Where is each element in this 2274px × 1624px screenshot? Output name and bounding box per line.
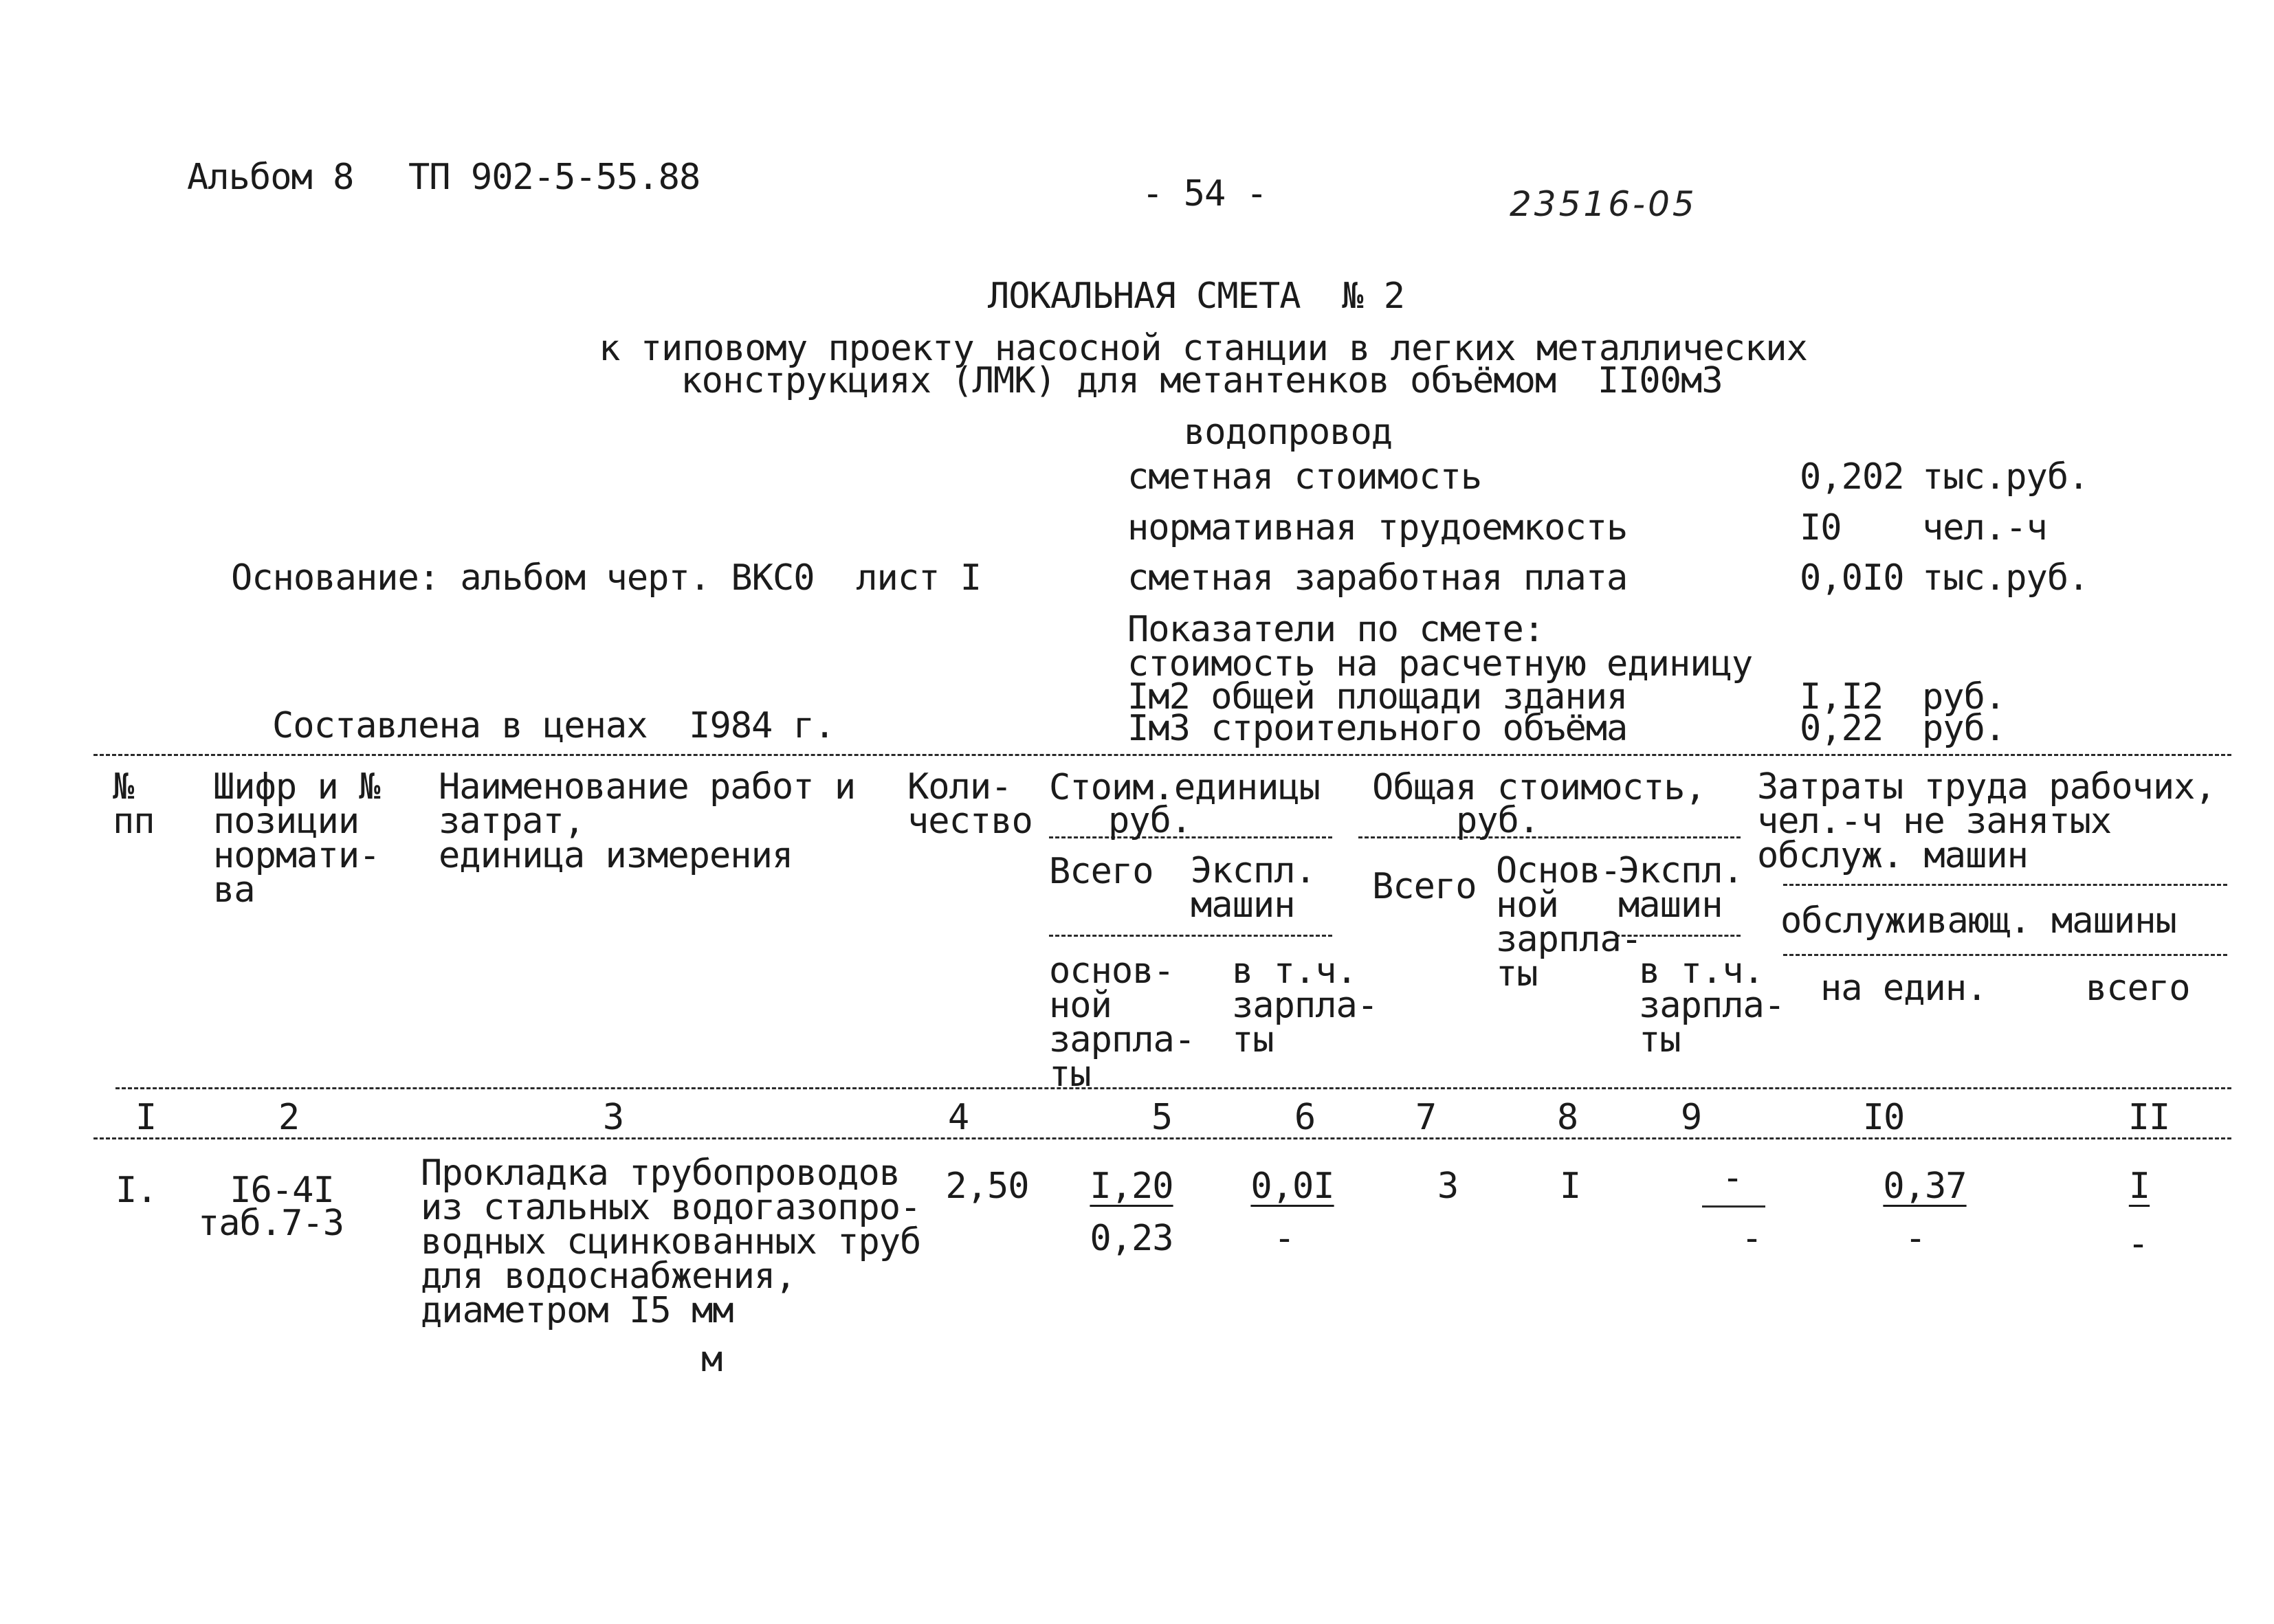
header-total-incl-wage: в т.ч. зарпла- ты — [1639, 950, 1785, 1060]
prices-basis: Составлена в ценах I984 г. — [272, 705, 835, 746]
column-number: 5 — [1151, 1097, 1173, 1138]
column-number: 9 — [1680, 1097, 1702, 1138]
summary-value: 0,202 — [1800, 456, 1904, 498]
header-unit-cost-rub: руб. — [1108, 800, 1192, 841]
row-unit: м — [701, 1339, 722, 1380]
column-number: 7 — [1415, 1097, 1437, 1138]
column-number: 8 — [1556, 1097, 1578, 1138]
header-rule — [1049, 935, 1332, 937]
row-labor-total: I — [2128, 1166, 2150, 1207]
row-unit-incl-wage: - — [1273, 1218, 1295, 1259]
header-total-all: Всего — [1372, 866, 1477, 907]
page-number: - 54 - — [1142, 173, 1267, 214]
summary-unit: тыс.руб. — [1922, 456, 2089, 498]
summary-label: сметная заработная плата — [1127, 557, 1628, 599]
summary-unit: тыс.руб. — [1922, 557, 2089, 599]
archive-stamp: 23516-05 — [1510, 184, 1697, 224]
column-number: 6 — [1294, 1097, 1316, 1138]
row-total-machines-underline — [1702, 1205, 1765, 1208]
row-code-table: таб.7-3 — [197, 1203, 344, 1244]
row-labor-per-unit-service: - — [1904, 1218, 1926, 1259]
header-col-num: № пп — [113, 766, 155, 842]
header-col-qty: Коли- чество — [907, 766, 1033, 842]
table-top-rule — [93, 754, 2231, 756]
row-labor-total-service: - — [2127, 1223, 2149, 1265]
header-rule — [1783, 884, 2227, 886]
indicator-unit: руб. — [1922, 676, 2006, 718]
summary-unit: чел.-ч — [1922, 507, 2047, 548]
row-unit-base-wage: 0,23 — [1090, 1218, 1173, 1259]
header-labor-per-unit: на един. — [1820, 968, 1987, 1009]
basis-line: Основание: альбом черт. ВКС0 лист I — [231, 557, 982, 599]
column-number: 4 — [947, 1097, 969, 1138]
header-unit-machines: Экспл. машин — [1191, 850, 1316, 926]
header-total-cost-rub: руб. — [1456, 800, 1540, 841]
row-unit-machines: 0,0I — [1250, 1166, 1334, 1207]
summary-value: 0,0I0 — [1800, 557, 1904, 599]
header-col-code: Шифр и № позиции нормати- ва — [213, 766, 380, 911]
header-labor-service: обслуживающ. машины — [1780, 900, 2176, 942]
header-unit-total: Всего — [1049, 851, 1153, 892]
row-total-incl-wage: - — [1741, 1218, 1763, 1259]
project-code: ТП 902-5-55.88 — [408, 157, 700, 198]
header-labor-total: всего — [2086, 968, 2190, 1009]
column-number: 3 — [602, 1097, 624, 1138]
header-labor: Затраты труда рабочих, чел.-ч не занятых обслуж. машин — [1757, 766, 2216, 876]
indicator-value: I,I2 — [1800, 676, 1884, 718]
estimate-title: ЛОКАЛЬНАЯ СМЕТА № 2 — [987, 276, 1405, 317]
column-number: 2 — [278, 1097, 300, 1138]
row-qty: 2,50 — [945, 1166, 1029, 1207]
row-unit-total: I,20 — [1090, 1166, 1173, 1207]
album-label: Альбом 8 — [187, 157, 354, 198]
indicator-value: 0,22 — [1800, 708, 1884, 749]
header-unit-incl-wage: в т.ч. зарпла- ты — [1232, 950, 1378, 1060]
row-total-all: 3 — [1437, 1166, 1459, 1207]
header-unit-cost: Стоим.единицы — [1049, 767, 1320, 808]
indicator-label: Iм2 общей площади здания — [1127, 676, 1628, 718]
header-rule — [1783, 954, 2227, 956]
header-total-cost: Общая стоимость, — [1372, 767, 1706, 808]
column-number: I0 — [1862, 1097, 1905, 1138]
indicators-subtitle: стоимость на расчетную единицу — [1127, 643, 1753, 685]
summary-label: сметная стоимость — [1127, 456, 1482, 498]
indicators-title: Показатели по смете: — [1127, 609, 1545, 650]
header-total-base: Основ- ной зарпла- ты — [1496, 850, 1642, 994]
indicator-unit: руб. — [1922, 708, 2006, 749]
header-col-name: Наименование работ и затрат, единица измерения — [439, 766, 856, 876]
row-labor-per-unit: 0,37 — [1883, 1166, 1967, 1207]
indicator-label: Iм3 строительного объёма — [1127, 708, 1628, 749]
header-total-machines: Экспл. машин — [1618, 850, 1743, 926]
section-name: водопровод — [1184, 412, 1393, 453]
row-work-name: Прокладка трубопроводов из стальных водогазопро- водных сцинкованных труб для водоснабжения, диаметром I5 мм — [421, 1153, 921, 1331]
summary-value: I0 — [1800, 507, 1842, 548]
row-total-machines: - — [1721, 1157, 1743, 1199]
header-unit-base-wage: основ- ной зарпла- ты — [1049, 950, 1195, 1095]
row-total-base: I — [1559, 1166, 1581, 1207]
row-number: I. — [115, 1170, 157, 1211]
header-rule — [1358, 836, 1741, 838]
estimate-subtitle-line1: к типовому проекту насосной станции в легких металлических — [599, 328, 1807, 369]
column-number: I — [135, 1097, 157, 1138]
estimate-subtitle-line2: конструкциях (ЛМК) для метантенков объёмом II00м3 — [681, 360, 1723, 401]
summary-label: нормативная трудоемкость — [1127, 507, 1628, 548]
row-code: I6-4I — [230, 1170, 334, 1211]
column-number: II — [2128, 1097, 2170, 1138]
